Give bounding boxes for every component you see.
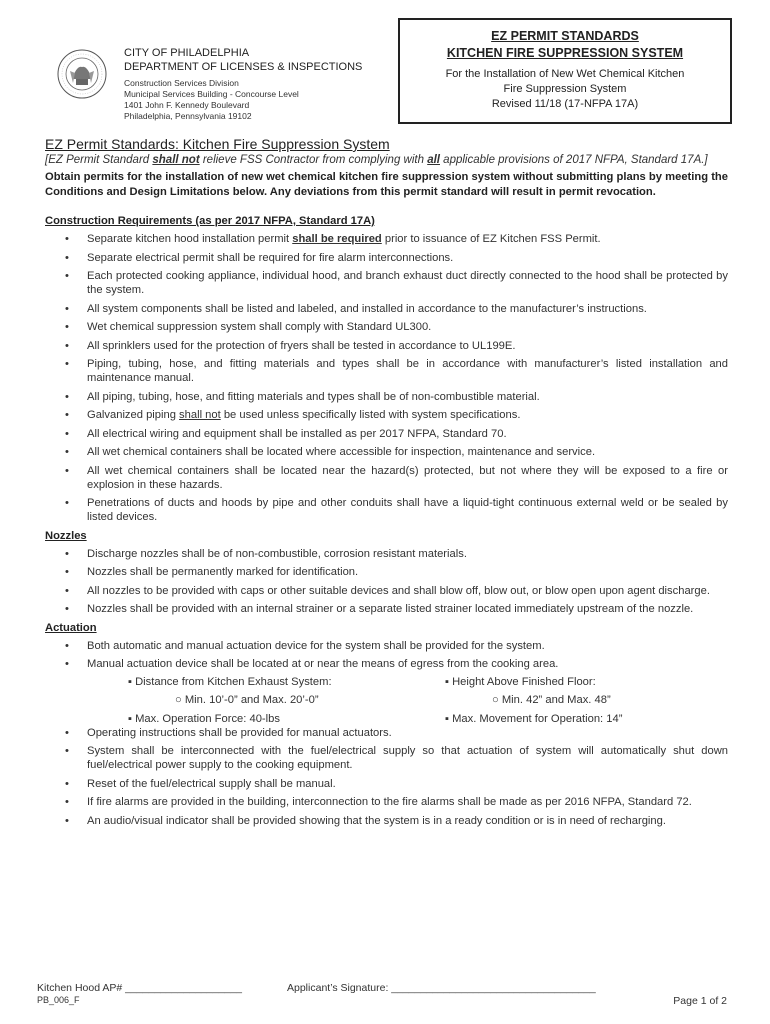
revision-line: Revised 11/18 (17-NFPA 17A)	[491, 98, 639, 110]
item-text: be used unless specifically listed with system specifications.	[220, 409, 521, 421]
item-text: Operating instructions shall be provided for manual actuators.	[87, 726, 392, 739]
list-item: • Reset of the fuel/electrical supply shall be manual.	[65, 777, 336, 790]
list-item: • All nozzles to be provided with caps or other suitable devices and shall blow off, blow out, or blow open upon agent discharge.	[65, 584, 710, 597]
item-emphasis: shall not	[179, 409, 221, 421]
title-line-2: KITCHEN FIRE SUPPRESSION SYSTEM	[446, 46, 684, 60]
document-body	[45, 135, 728, 832]
building-name: Municipal Services Building - Concourse Level	[124, 89, 299, 99]
item-text: All wet chemical containers shall be located where accessible for inspection, maintenance and service.	[87, 446, 596, 458]
list-item: • If fire alarms are provided in the building, interconnection to the fire alarms shall be made as per 2016 NFPA, Standard 72.	[65, 796, 692, 808]
item-text: Discharge nozzles shall be of non-combustible, corrosion resistant materials.	[87, 547, 467, 560]
spec-distance-value: ○ Min. 10’-0” and Max. 20’-0”	[175, 693, 319, 706]
city-address: Philadelphia, Pennsylvania 19102	[124, 111, 252, 121]
item-text: All wet chemical containers shall be located near the hazard(s) protected, but not where they will be exposed to a fire or explosion in these hazards.	[87, 464, 728, 491]
item-text: An audio/visual indicator shall be provided showing that the system is in a ready condition or is in need of recharging.	[87, 814, 666, 827]
list-item: • Operating instructions shall be provided for manual actuators.	[65, 726, 392, 739]
page-number: Page 1 of 2	[673, 995, 727, 1007]
subtitle-line-1: For the Installation of New Wet Chemical Kitchen	[445, 68, 685, 80]
list-item: • All wet chemical containers shall be located near the hazard(s) protected, but not where they will be exposed to a fire or explosion in these hazards.	[65, 464, 728, 491]
agency-header	[124, 46, 394, 122]
list-item: • Galvanized piping shall not be used unless specifically listed with system specifications.	[65, 409, 521, 421]
list-item: • Manual actuation device shall be located at or near the means of egress from the cooking area.	[65, 658, 559, 670]
section-heading-nozzles: Nozzles	[45, 529, 87, 542]
section-heading-construction: Construction Requirements (as per 2017 NFPA, Standard 17A)	[45, 215, 375, 227]
title-subtitle	[400, 67, 730, 112]
item-text: Both automatic and manual actuation device for the system shall be provided for the system.	[87, 639, 545, 652]
list-item: • All system components shall be listed and labeled, and installed in accordance to the manufacturer’s instructions.	[65, 302, 647, 315]
nozzles-list	[45, 547, 728, 617]
disclaimer-note	[45, 153, 728, 168]
list-item: • Wet chemical suppression system shall comply with Standard UL300.	[65, 321, 432, 333]
list-item: • All wet chemical containers shall be located where accessible for inspection, maintenance and service.	[65, 446, 596, 458]
item-text: All sprinklers used for the protection of fryers shall be tested in accordance to UL199E.	[87, 339, 516, 352]
spec-height-label: ▪ Height Above Finished Floor:	[445, 675, 596, 688]
street-address: 1401 John F. Kennedy Boulevard	[124, 100, 250, 110]
title-box	[398, 18, 732, 124]
item-text: If fire alarms are provided in the building, interconnection to the fire alarms shall be made as per 2016 NFPA, Standard 72.	[87, 796, 692, 808]
construction-list	[45, 232, 728, 524]
intro-paragraph: Obtain permits for the installation of new wet chemical kitchen fire suppression system without submitting plans by meeting the Conditions and Design Limitations below. Any deviations from this permit standard will result in permit revocation.	[45, 171, 728, 198]
spec-height-value: ○ Min. 42” and Max. 48”	[492, 693, 611, 706]
manual-actuation-specs	[45, 675, 728, 725]
item-text: Nozzles shall be provided with an internal strainer or a separate listed strainer located immediately upstream of the nozzle.	[87, 603, 694, 615]
item-text: System shall be interconnected with the fuel/electrical supply so that actuation of system will automatically shut down fuel/electrical power supply to the cooking equipment.	[87, 745, 728, 771]
section-heading-actuation: Actuation	[45, 621, 97, 634]
item-text: Galvanized piping	[87, 409, 180, 421]
list-item: • All piping, tubing, hose, and fitting materials and types shall be of non-combustible material.	[65, 390, 540, 403]
item-text: Separate kitchen hood installation permit	[87, 233, 293, 245]
spec-distance-label: ▪ Distance from Kitchen Exhaust System:	[128, 675, 332, 688]
actuation-list-continued	[45, 726, 728, 828]
item-text: Wet chemical suppression system shall comply with Standard UL300.	[87, 321, 432, 333]
item-emphasis: shall be required	[292, 233, 382, 245]
item-text: Penetrations of ducts and hoods by pipe and other conduits shall have a liquid-tight continuous external weld or be sealed by listed devices.	[87, 497, 728, 523]
note-text: applicable provisions of 2017 NFPA, Standard 17A.]	[439, 154, 708, 166]
city-name: CITY OF PHILADELPHIA	[124, 47, 250, 59]
list-item: • Piping, tubing, hose, and fitting materials and types shall be in accordance with manufacturer’s listed installation and maintenance manual.	[65, 358, 728, 384]
item-text: Nozzles shall be permanently marked for identification.	[87, 566, 359, 578]
item-text: Separate electrical permit shall be required for fire alarm interconnections.	[87, 251, 454, 264]
note-text: relieve FSS Contractor from complying with	[199, 154, 428, 166]
division-name: Construction Services Division	[124, 78, 239, 88]
item-text: Reset of the fuel/electrical supply shall be manual.	[87, 777, 336, 790]
list-item: • All sprinklers used for the protection of fryers shall be tested in accordance to UL199E.	[65, 339, 516, 352]
item-text: All system components shall be listed and labeled, and installed in accordance to the manufacturer’s instructions.	[87, 302, 647, 315]
list-item: • Nozzles shall be provided with an internal strainer or a separate listed strainer located immediately upstream of the nozzle.	[65, 603, 694, 615]
note-emphasis: all	[427, 154, 440, 166]
item-text: All electrical wiring and equipment shall be installed as per 2017 NFPA, Standard 70.	[87, 427, 507, 440]
actuation-list	[45, 639, 728, 672]
list-item: • System shall be interconnected with the fuel/electrical supply so that actuation of system will automatically shut down fuel/electrical power supply to the cooking equipment.	[65, 745, 728, 771]
spec-movement: ▪ Max. Movement for Operation: 14”	[445, 712, 623, 725]
list-item: • Separate kitchen hood installation permit shall be required prior to issuance of EZ Kitchen FSS Permit.	[65, 233, 601, 245]
list-item: • Each protected cooking appliance, individual hood, and branch exhaust duct directly connected to the hood shall be protected by the system.	[65, 270, 728, 296]
list-item: • Both automatic and manual actuation device for the system shall be provided for the system.	[65, 639, 545, 652]
city-seal-logo	[57, 49, 107, 99]
note-text: [EZ Permit Standard	[45, 154, 153, 166]
item-text: All nozzles to be provided with caps or other suitable devices and shall blow off, blow out, or blow open upon agent discharge.	[87, 584, 710, 597]
item-text: Manual actuation device shall be located at or near the means of egress from the cooking area.	[87, 658, 559, 670]
department-name: DEPARTMENT OF LICENSES & INSPECTIONS	[124, 61, 363, 73]
item-text: Each protected cooking appliance, individual hood, and branch exhaust duct directly connected to the hood shall be protected by the system.	[87, 270, 728, 296]
applicant-signature-field[interactable]: Applicant’s Signature: ___________________________________	[287, 982, 596, 994]
subtitle-line-2: Fire Suppression System	[503, 83, 627, 95]
list-item: • Penetrations of ducts and hoods by pipe and other conduits shall have a liquid-tight continuous external weld or be sealed by listed devices.	[65, 497, 728, 523]
list-item: • Discharge nozzles shall be of non-combustible, corrosion resistant materials.	[65, 547, 467, 560]
list-item: • Separate electrical permit shall be required for fire alarm interconnections.	[65, 251, 454, 264]
list-item: • An audio/visual indicator shall be provided showing that the system is in a ready condition or is in need of recharging.	[65, 814, 666, 827]
note-emphasis: shall not	[152, 154, 200, 166]
spec-force: ▪ Max. Operation Force: 40-lbs	[128, 712, 280, 725]
list-item: • All electrical wiring and equipment shall be installed as per 2017 NFPA, Standard 70.	[65, 427, 507, 440]
form-number: PB_006_F	[37, 995, 80, 1005]
item-text: All piping, tubing, hose, and fitting materials and types shall be of non-combustible material.	[87, 390, 540, 403]
title-line-1: EZ PERMIT STANDARDS	[491, 29, 639, 43]
item-text: Piping, tubing, hose, and fitting materials and types shall be in accordance with manufacturer’s listed installation and maintenance manual.	[87, 358, 728, 384]
page-heading: EZ Permit Standards: Kitchen Fire Suppression System	[45, 136, 390, 152]
item-text: prior to issuance of EZ Kitchen FSS Permit.	[381, 233, 601, 245]
kitchen-hood-ap-field[interactable]: Kitchen Hood AP# ____________________	[37, 982, 242, 994]
list-item: • Nozzles shall be permanently marked for identification.	[65, 566, 359, 578]
